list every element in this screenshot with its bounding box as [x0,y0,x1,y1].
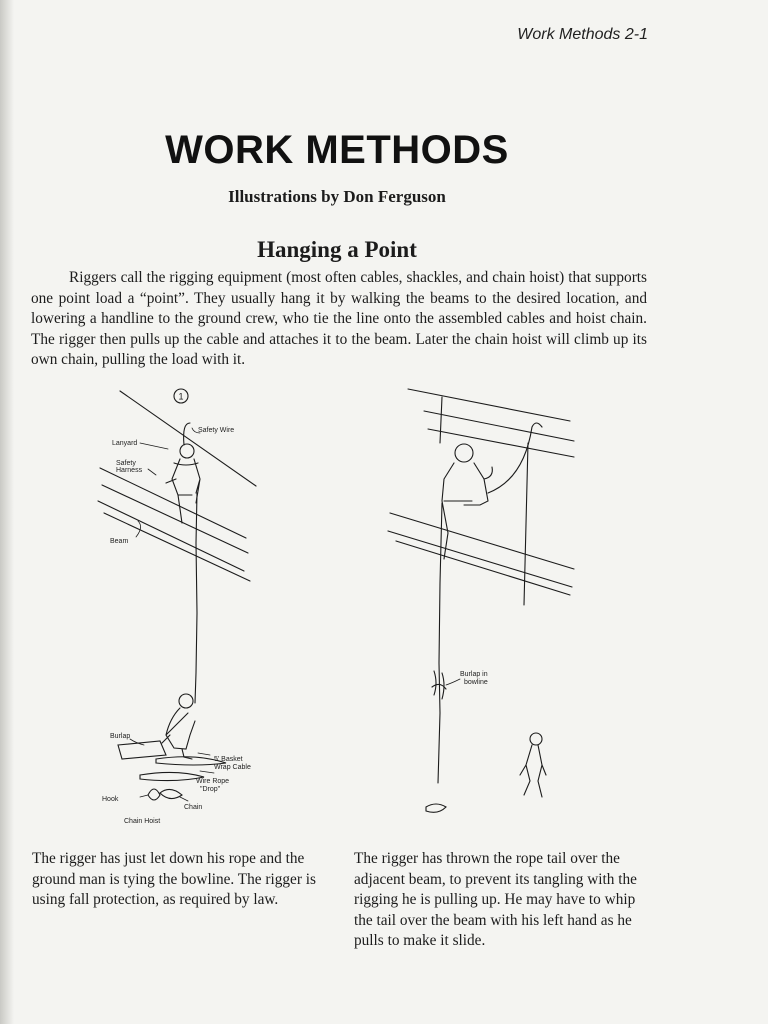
label-safety-harness-line1: Safety [116,460,136,467]
figure-rope-tail-over-beam [384,383,580,828]
label-burlap-line2: bowline [464,679,488,686]
label-basket-line1: 5' Basket [214,756,243,763]
chain-hoist-shape [148,789,182,800]
caption-right: The rigger has thrown the rope tail over the adjacent beam, to prevent its tangling with the rigging he is pulling up. He may have to whip the tail over the beam with his left hand as he pulls to make it slide. [354,850,637,950]
label-burlap-line1: Burlap in [460,671,488,678]
label-wire-rope-line2: "Drop" [200,786,221,793]
label-wire-rope-line1: Wire Rope [196,778,230,785]
ground-man-figure [162,694,195,759]
section-heading: Hanging a Point [257,237,417,262]
illustrator-credit: Illustrations by Don Ferguson [228,187,446,206]
running-head: Work Methods 2-1 [517,26,648,43]
caption-left: The rigger has just let down his rope and the ground man is tying the bowline. The rigger is using fall protection, as required by law. [32,850,316,909]
page-title: WORK METHODS [165,128,509,172]
leader-line-burlap [446,679,460,685]
vertical-post [524,443,528,605]
label-basket-line2: Wrap Cable [214,764,251,771]
figure-rigger-tying-bowline [96,383,286,828]
label-lanyard: Lanyard [112,440,138,447]
hoist-at-ground [426,804,446,812]
handline [195,493,197,703]
rigger-on-beam-figure [166,444,200,523]
label-chain: Chain [184,804,203,811]
label-hook: Hook [102,796,119,803]
label-burlap: Burlap [110,733,131,740]
ground-man-figure [520,733,546,797]
label-safety-harness-line2: Harness [116,467,143,474]
label-beam: Beam [110,538,129,545]
lower-beam-lines [388,513,574,595]
label-chain-hoist: Chain Hoist [124,818,161,825]
lanyard-line [184,423,190,445]
figure-number: 1 [178,391,184,402]
label-safety-wire: Safety Wire [198,427,235,434]
intro-paragraph: Riggers call the rigging equipment (most often cables, shackles, and chain hoist) that supports one point load a “point”. They usually hang it by walking the beams to the desired location, and lowering a handline to the ground crew, who tie the line onto the assembled cables and hoist chain. The rigger then pulls up the cable and attaches it to the beam. Later the chain hoist will climb up its own chain, pulling the load with it. [31,269,647,369]
burlap-shape [118,741,166,759]
handline [438,397,442,783]
upper-beam-lines [408,389,574,457]
